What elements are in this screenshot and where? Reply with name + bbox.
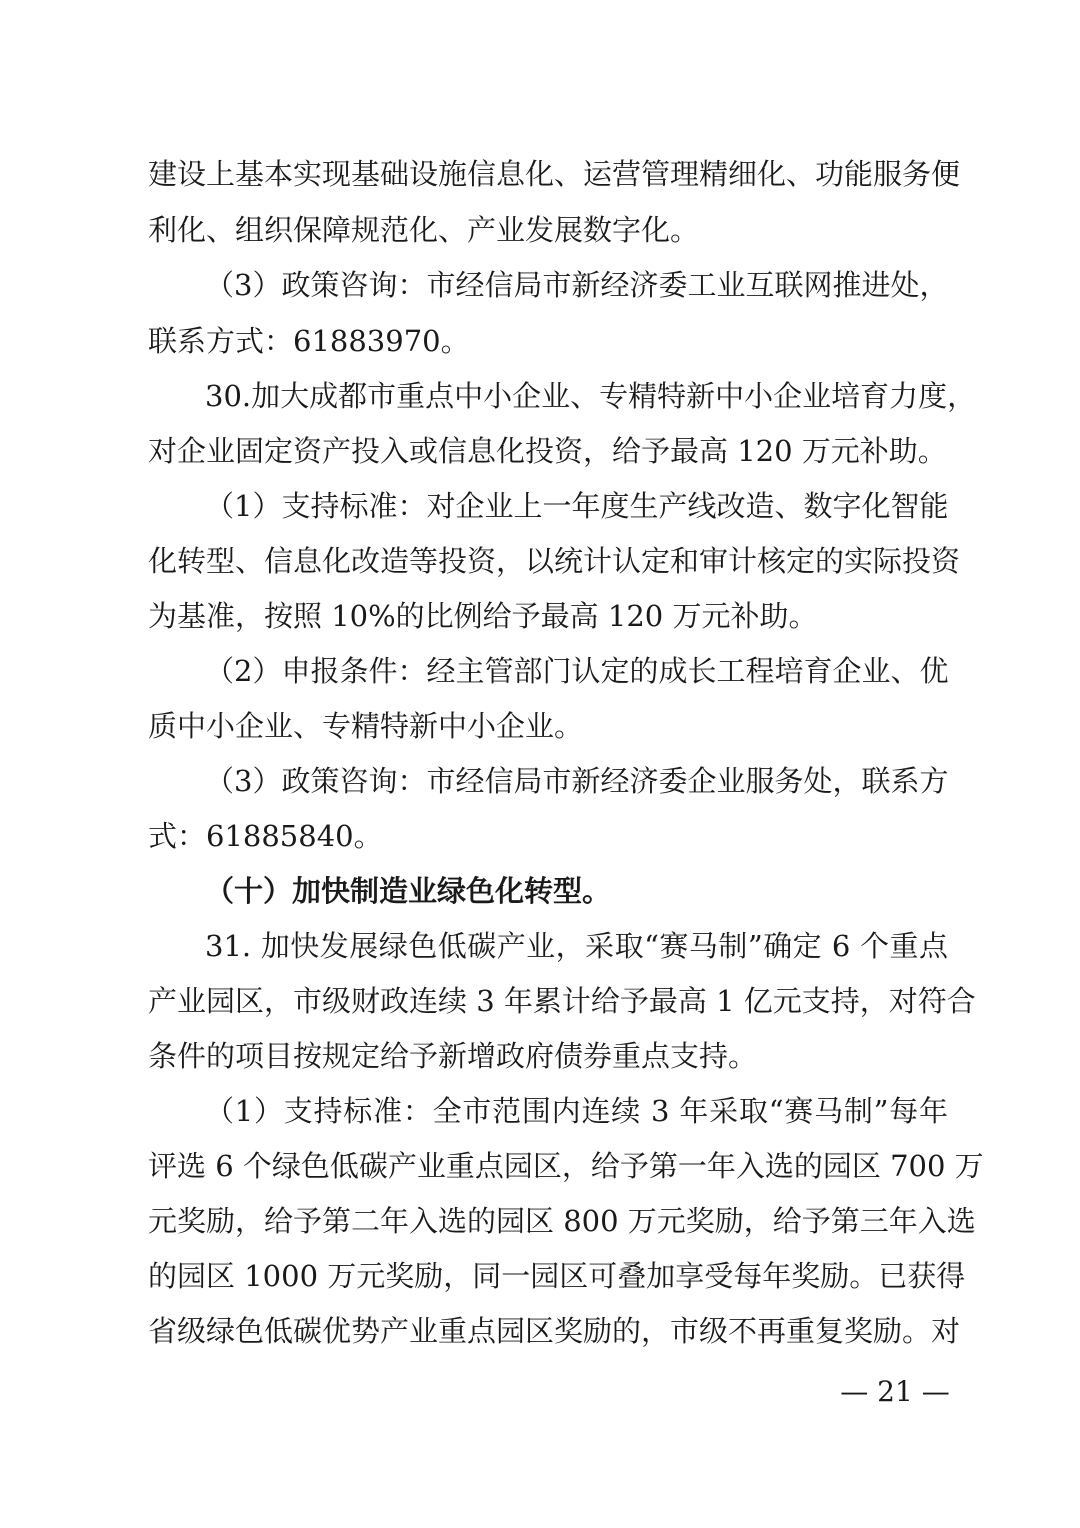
section-heading: （十）加快制造业绿色化转型。 xyxy=(205,874,612,908)
body-line: 的园区 1000 万元奖励，同一园区可叠加享受每年奖励。已获得 xyxy=(148,1259,966,1293)
body-line: （1）支持标准：对企业上一年度生产线改造、数字化智能 xyxy=(205,489,949,523)
body-line: 元奖励，给予第二年入选的园区 800 万元奖励，给予第三年入选 xyxy=(148,1204,976,1238)
body-line: 联系方式：61883970。 xyxy=(148,324,470,358)
body-line: 对企业固定资产投入或信息化投资，给予最高 120 万元补助。 xyxy=(148,434,947,468)
body-line: 化转型、信息化改造等投资，以统计认定和审计核定的实际投资 xyxy=(148,544,961,578)
body-line: 31. 加快发展绿色低碳产业，采取“赛马制”确定 6 个重点 xyxy=(205,929,948,963)
body-line: （3）政策咨询：市经信局市新经济委企业服务处，联系方 xyxy=(205,764,949,798)
body-line: 30.加大成都市重点中小企业、专精特新中小企业培育力度， xyxy=(205,379,977,413)
body-line: 建设上基本实现基础设施信息化、运营管理精细化、功能服务便 xyxy=(148,157,961,191)
body-line: 质中小企业、专精特新中小企业。 xyxy=(148,709,584,743)
body-line: 省级绿色低碳优势产业重点园区奖励的，市级不再重复奖励。对 xyxy=(148,1314,961,1348)
body-line: 评选 6 个绿色低碳产业重点园区，给予第一年入选的园区 700 万 xyxy=(148,1149,984,1183)
body-line: 产业园区，市级财政连续 3 年累计给予最高 1 亿元支持，对符合 xyxy=(148,984,976,1018)
body-line: 利化、组织保障规范化、产业发展数字化。 xyxy=(148,213,700,247)
body-line: （2）申报条件：经主管部门认定的成长工程培育企业、优 xyxy=(205,654,949,688)
body-line: 为基准，按照 10%的比例给予最高 120 万元补助。 xyxy=(148,599,818,633)
body-line: 式：61885840。 xyxy=(148,819,383,853)
page-number: — 21 — xyxy=(840,1375,950,1408)
body-line: （1）支持标准：全市范围内连续 3 年采取“赛马制”每年 xyxy=(205,1094,948,1128)
body-line: （3）政策咨询：市经信局市新经济委工业互联网推进处， xyxy=(205,268,949,302)
body-line: 条件的项目按规定给予新增政府债券重点支持。 xyxy=(148,1039,758,1073)
